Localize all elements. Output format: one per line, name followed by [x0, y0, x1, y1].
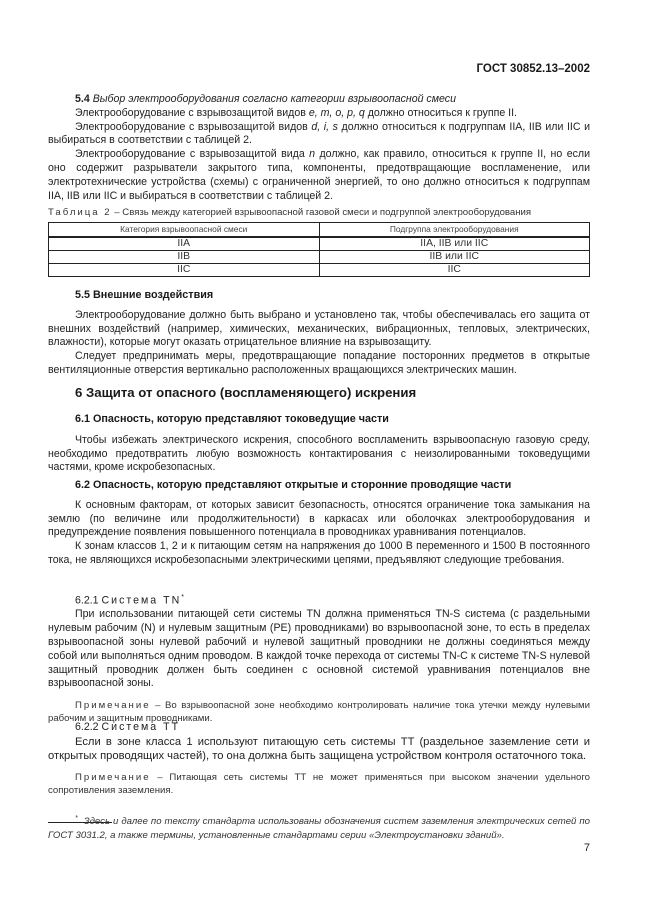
paragraph: Электрооборудование с взрывозащитой вида n должно, как правило, относиться к группе II, но если оно содержит разрыватели закрытого типа, компоненты, предотвращающие воспламенение, или электротехнические устройства (схемы) с ограниченной энергией, то оно должно относиться к подгруппам IIA, IIB или IIC и выбираться в соответствии с таблицей 2. — [48, 148, 590, 202]
section-heading: 6.1 Опасность, которую представляют токоведущие части — [75, 413, 389, 425]
paragraph: Следует предпринимать меры, предотвращающие попадание посторонних предметов в открытые вентиляционные отверстия вертикально расположенных вращающихся электрических машин. — [48, 350, 590, 376]
table-row — [49, 250, 590, 263]
paragraph: Чтобы избежать электрического искрения, способного воспламенить взрывоопасную газовую среду, необходимо предотвратить любую возможность контактирования с неизолированными токоведущими частями, кроме искробезопасных. — [48, 433, 590, 474]
table-row — [49, 263, 590, 276]
section-5-4-heading — [48, 93, 590, 107]
paragraph: Электрооборудование должно быть выбрано и установлено так, чтобы обеспечивалась его защита от внешних воздействий (например, химических, механических, вибрационных, тепловых, электрических, влажности), которые могут оказать отрицательное влияние на взрывозащиту. — [48, 308, 590, 349]
table-cell: IIA, IIB или IIC — [319, 237, 590, 251]
subsection-heading: 6.2.1 Система TN* — [75, 594, 184, 607]
paragraph: При использовании питающей сети системы TN должна применяться TN-S система (с раздельными нулевым рабочим (N) и нулевым защитным (PE) проводниками) во взрывоопасной зоне, то есть в пределах взрывоопасной зоны нулевой рабочий и нулевой защитный проводники не должны соединяться между собой или выполняться одним проводом. В каждой точке перехода от системы TN-C к системе TN-S нулевой защитный проводник должен быть соединен с основной системой уравнивания потенциалов вне взрывоопасной зоны. — [48, 608, 590, 690]
paragraph: Если в зоне класса 1 используют питающую сеть системы TT (раздельное заземление сети и открытых проводящих частей), то она должна быть защищена устройством контроля остаточного тока. — [48, 735, 590, 762]
section-6 — [48, 386, 590, 400]
section-number: 5.4 — [75, 93, 90, 105]
section-heading: 6.2 Опасность, которую представляют открытые и сторонние проводящие части — [75, 479, 512, 491]
table-header-cell: Подгруппа электрооборудования — [319, 222, 590, 237]
paragraph: К основным факторам, от которых зависит безопасность, относятся ограничение тока замыкания на землю (по величине или продолжительности) в каркасах или оболочках электрооборудования и предупреждение появления повышенного потенциала в проводниках уравнивания потенциалов. — [48, 498, 590, 539]
document-code: ГОСТ 30852.13–2002 — [476, 63, 590, 75]
table-2 — [48, 206, 590, 277]
table-2-grid — [48, 222, 590, 277]
paragraph: Электрооборудование с взрывозащитой видов d, i, s должно относиться к подгруппам IIA, IIB или IIC и выбираться в соответствии с таблицей 2. — [48, 120, 591, 147]
page-number: 7 — [583, 842, 590, 854]
footnote-text: * Здесь и далее по тексту стандарта использованы обозначения систем заземления электрических сетей по ГОСТ 3031.2, а также термины, установленные стандартами серии «Электроустановки зданий». — [48, 815, 590, 841]
footnote — [48, 812, 590, 842]
table-cell: IIC — [49, 263, 320, 276]
section-6-2-1 — [48, 591, 590, 725]
subsection-heading: 6.2.2 Система TT — [75, 721, 181, 733]
section-5-5 — [48, 289, 590, 378]
footnote-marker: * — [181, 594, 184, 601]
chapter-heading: 6 Защита от опасного (воспламеняющего) искрения — [75, 385, 417, 400]
table-row — [49, 237, 590, 251]
table-header-cell: Категория взрывоопасной смеси — [49, 222, 320, 237]
table-cell: IIB — [49, 250, 320, 263]
paragraph: Электрооборудование с взрывозащитой видов e, m, o, p, q должно относиться к группе II. — [75, 106, 517, 119]
section-5-4 — [48, 93, 590, 203]
table-header-row — [49, 222, 590, 237]
paragraph: К зонам классов 1, 2 и к питающим сетям на напряжения до 1000 В переменного и 1500 В постоянного тока, не являющихся искробезопасными электрическими цепями, предъявляют следующие требования. — [48, 540, 590, 566]
section-title: Выбор электрооборудования согласно категории взрывоопасной смеси — [92, 93, 456, 105]
section-6-2-2 — [48, 721, 590, 797]
note: Примечание – Питающая сеть системы TT не может применяться при высоком значении удельного сопротивления заземления. — [48, 771, 590, 796]
section-heading: 5.5 Внешние воздействия — [75, 289, 214, 301]
table-cell: IIC — [319, 263, 590, 276]
section-6-2 — [48, 479, 590, 568]
table-caption: Таблица 2 – Связь между категорией взрывоопасной газовой смеси и подгруппой электрооборудования — [48, 207, 532, 218]
table-cell: IIB или IIC — [319, 250, 590, 263]
section-6-1 — [48, 413, 590, 475]
table-cell: IIA — [49, 237, 320, 251]
note: Примечание – Во взрывоопасной зоне необходимо контролировать наличие тока утечки между нулевыми рабочим и защитным проводниками. — [48, 700, 590, 725]
